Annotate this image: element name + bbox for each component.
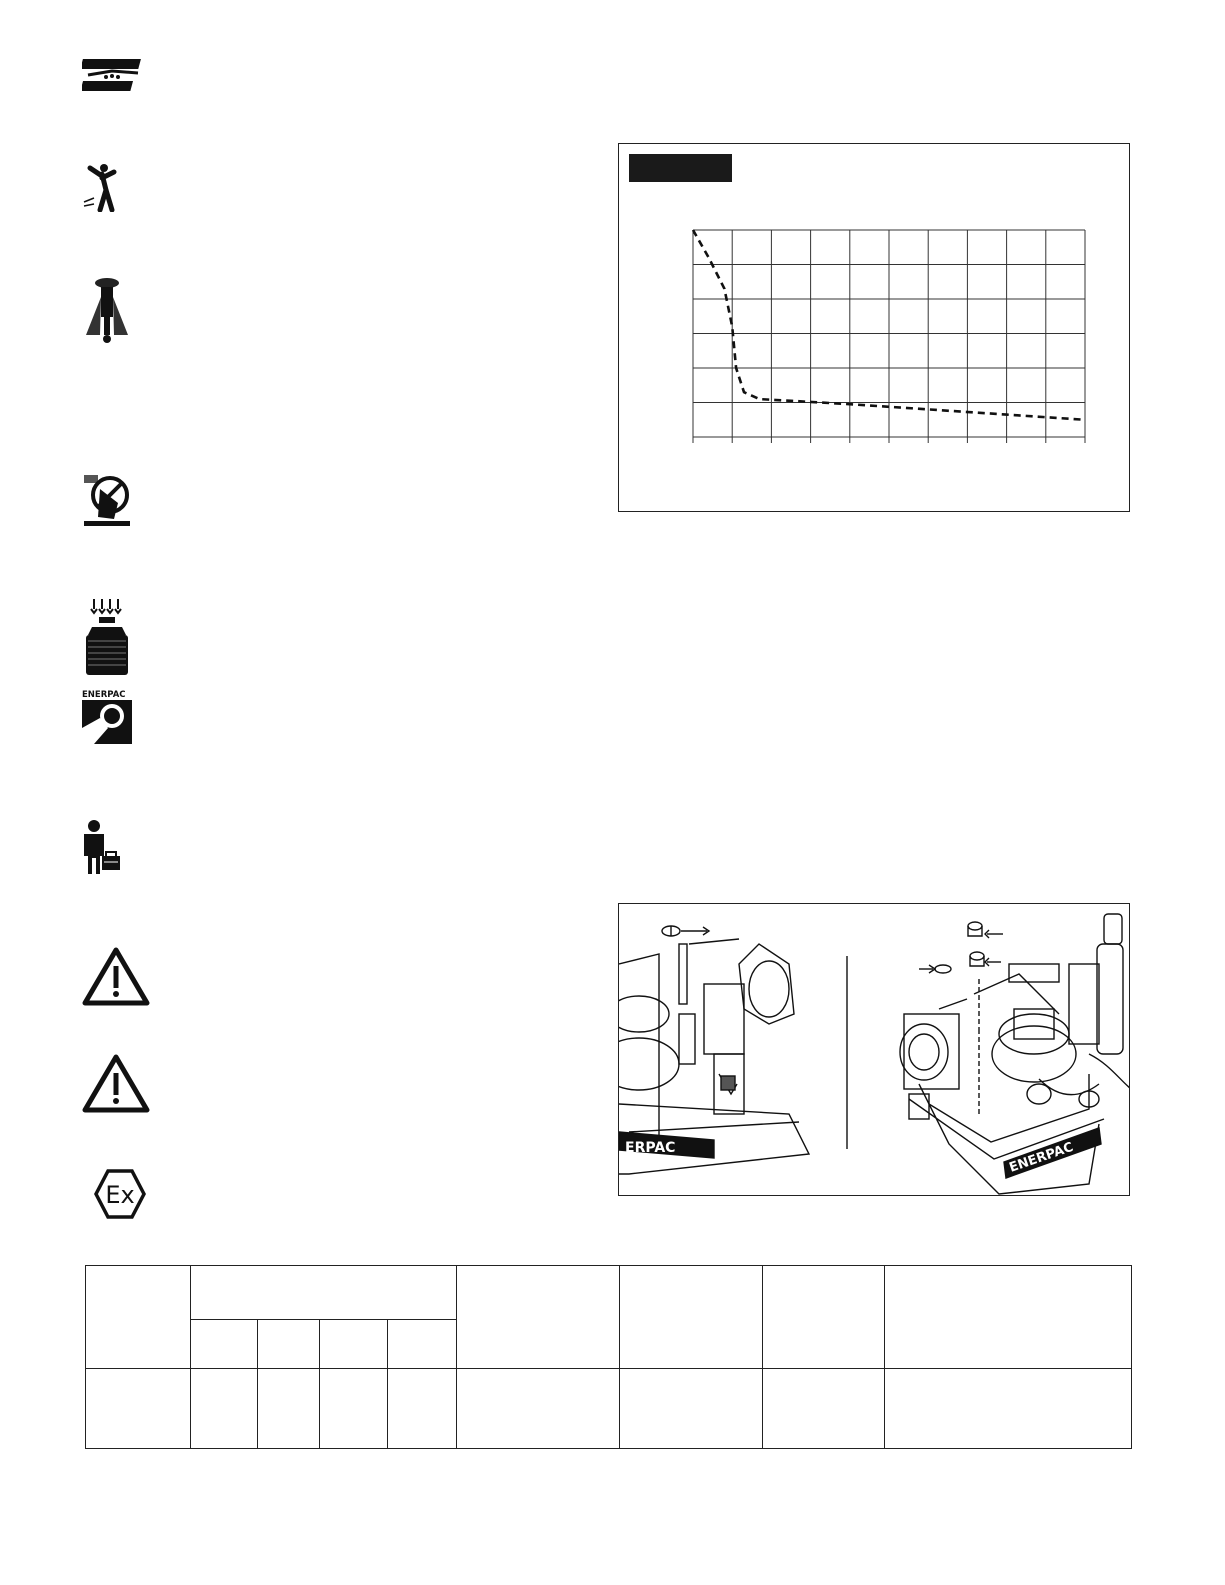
caution-triangle-icon: [82, 1053, 150, 1113]
chart-plot-area: [619, 144, 1131, 513]
table-cell: [86, 1369, 191, 1449]
table-header-cell: [620, 1266, 763, 1369]
svg-text:ENERPAC: ENERPAC: [1007, 1139, 1076, 1176]
pump-line-drawing: [619, 904, 1130, 1196]
no-side-load-icon: [82, 473, 132, 527]
table-header-cell: [885, 1266, 1132, 1369]
svg-text:ENERPAC: ENERPAC: [82, 690, 126, 700]
load-stability-icon: [82, 275, 132, 347]
table-cell: [620, 1369, 763, 1449]
table-subheader-cell: [258, 1320, 320, 1369]
pump-illustration-panel: [618, 903, 1130, 1196]
qualified-operator-icon: [82, 820, 122, 874]
saddle-load-icon: [82, 597, 132, 677]
svg-text:ERPAC: ERPAC: [625, 1140, 676, 1156]
pressure-flow-chart: [618, 143, 1130, 512]
left-brand-plate: [619, 1132, 714, 1158]
table-subheader-cell: [388, 1320, 457, 1369]
atex-ex-icon: [93, 1168, 147, 1220]
table-header-cell: [457, 1266, 620, 1369]
table-subheader-cell: [320, 1320, 388, 1369]
svg-text:Ex: Ex: [105, 1181, 135, 1209]
table-cell: [885, 1369, 1132, 1449]
table-cell: [388, 1369, 457, 1449]
right-brand-plate: [1004, 1128, 1101, 1178]
specification-table: [85, 1265, 1132, 1449]
table-subheader-cell: [191, 1320, 258, 1369]
table-cell: [191, 1369, 258, 1449]
tripping-hazard-icon: [82, 162, 122, 212]
table-header-cell: [86, 1266, 191, 1369]
table-header-cell: [191, 1266, 457, 1320]
table-row: [86, 1369, 1132, 1449]
warning-triangle-icon: [82, 946, 150, 1006]
table-cell: [763, 1369, 885, 1449]
right-pump-view: [900, 914, 1130, 1194]
table-cell: [457, 1369, 620, 1449]
table-cell: [320, 1369, 388, 1449]
table-cell: [258, 1369, 320, 1449]
enerpac-service-icon: [82, 688, 136, 746]
table-header-cell: [763, 1266, 885, 1369]
high-pressure-fluid-injection-icon: [82, 55, 144, 101]
